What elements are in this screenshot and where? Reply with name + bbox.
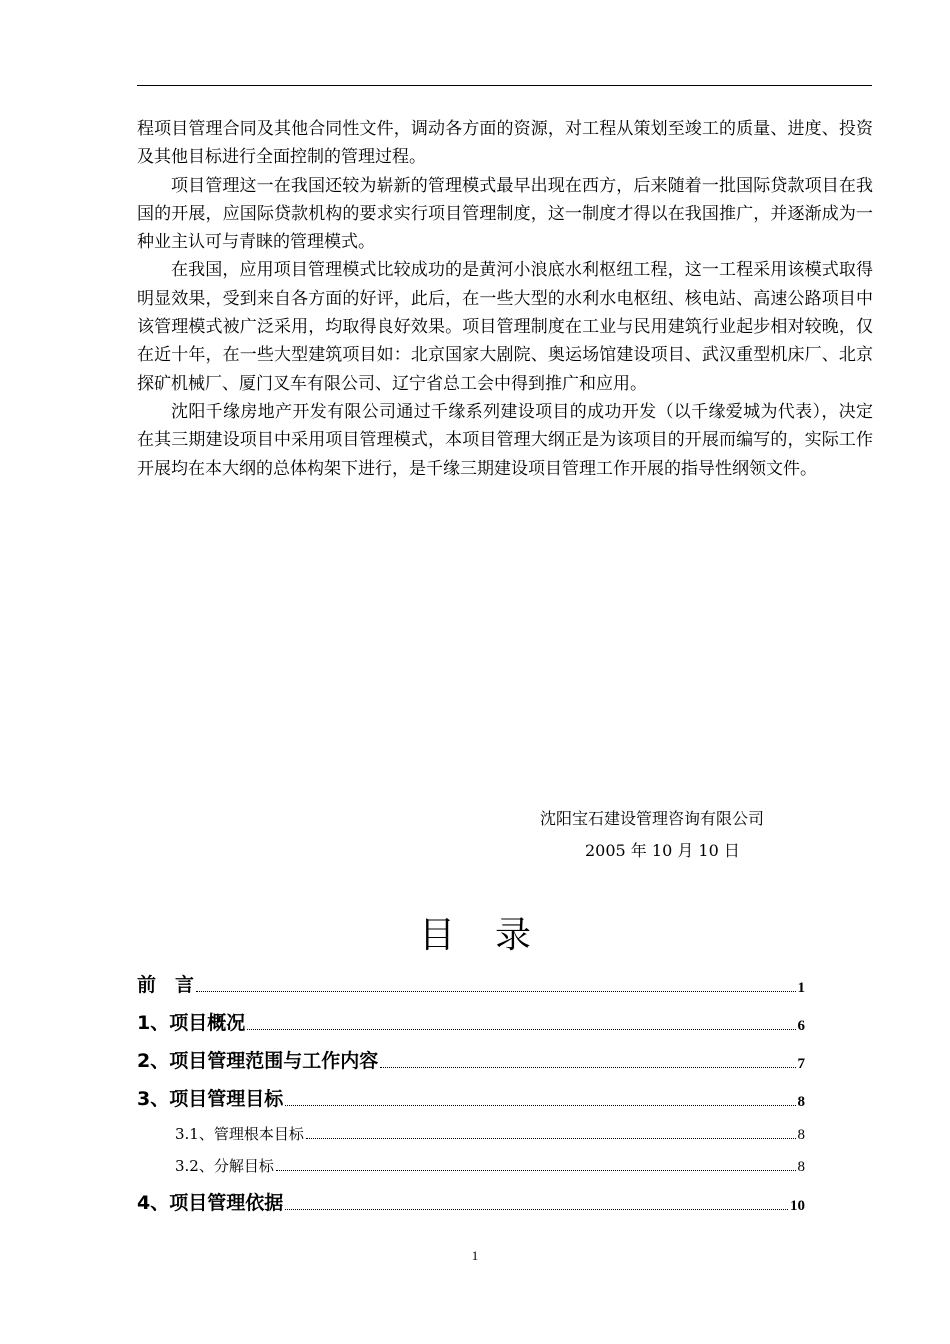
page-number: 1 [471,1248,479,1263]
toc-entry[interactable] [137,970,805,997]
toc-leader [276,1169,796,1171]
toc-entry[interactable] [137,1008,805,1035]
toc-entry-page: 10 [790,1198,805,1214]
toc-leader [285,1104,795,1106]
toc-entry-page: 7 [797,1056,805,1072]
toc-subentry[interactable] [175,1123,805,1144]
signature-company: 沈阳宝石建设管理咨询有限公司 [540,809,765,828]
toc-entry-page: 6 [797,1018,805,1034]
paragraph: 项目管理这一在我国还较为崭新的管理模式最早出现在西方，后来随着一批国际贷款项目在我国的开展，应国际贷款机构的要求实行项目管理制度，这一制度才得以在我国推广，并逐渐成为一种业主认可与青睐的管理模式。 [137,175,873,253]
toc-entry-page: 8 [797,1127,805,1143]
toc-entry-label: 3、项目管理目标 [137,1088,284,1110]
toc-entry[interactable] [137,1084,805,1111]
toc-entry-label: 前 言 [137,974,195,996]
toc-entry-page: 1 [797,980,805,996]
toc-entry-page: 8 [797,1159,805,1175]
header-rule [137,85,872,86]
toc-entry[interactable] [137,1188,805,1215]
toc-entry-page: 8 [797,1094,805,1110]
toc-leader [380,1066,795,1068]
toc-entry-label: 2、项目管理范围与工作内容 [137,1050,379,1072]
toc-title: 目录 [418,915,571,956]
toc-entry-label: 3.2、分解目标 [175,1157,274,1175]
paragraph: 在我国，应用项目管理模式比较成功的是黄河小浪底水利枢纽工程，这一工程采用该模式取得明显效果，受到来自各方面的好评，此后，在一些大型的水利水电枢纽、核电站、高速公路项目中该管理模式被广泛采用，均取得良好效果。项目管理制度在工业与民用建筑行业起步相对较晚，仅在近十年，在一些大型建筑项目如：北京国家大剧院、奥运场馆建设项目、武汉重型机床厂、北京探矿机械厂、厦门叉车有限公司、辽宁省总工会中得到推广和应用。 [137,260,873,394]
toc-leader [247,1028,795,1030]
toc-leader [196,990,795,992]
paragraph: 程项目管理合同及其他合同性文件，调动各方面的资源，对工程从策划至竣工的质量、进度、投资及其他目标进行全面控制的管理过程。 [137,119,873,168]
toc-entry-label: 3.1、管理根本目标 [175,1125,304,1143]
toc-entry[interactable] [137,1046,805,1073]
toc-leader [306,1137,796,1139]
toc-entry-label: 4、项目管理依据 [137,1192,284,1214]
toc-leader [285,1208,788,1210]
body-text [137,115,873,483]
toc-subentry[interactable] [175,1155,805,1176]
signature-date: 2005 年 10 月 10 日 [585,841,740,860]
paragraph: 沈阳千缘房地产开发有限公司通过千缘系列建设项目的成功开发（以千缘爱城为代表），决定在其三期建设项目中采用项目管理模式，本项目管理大纲正是为该项目的开展而编写的，实际工作开展均在本大纲的总体构架下进行，是千缘三期建设项目管理工作开展的指导性纲领文件。 [137,401,873,479]
toc-entry-label: 1、项目概况 [137,1012,246,1034]
